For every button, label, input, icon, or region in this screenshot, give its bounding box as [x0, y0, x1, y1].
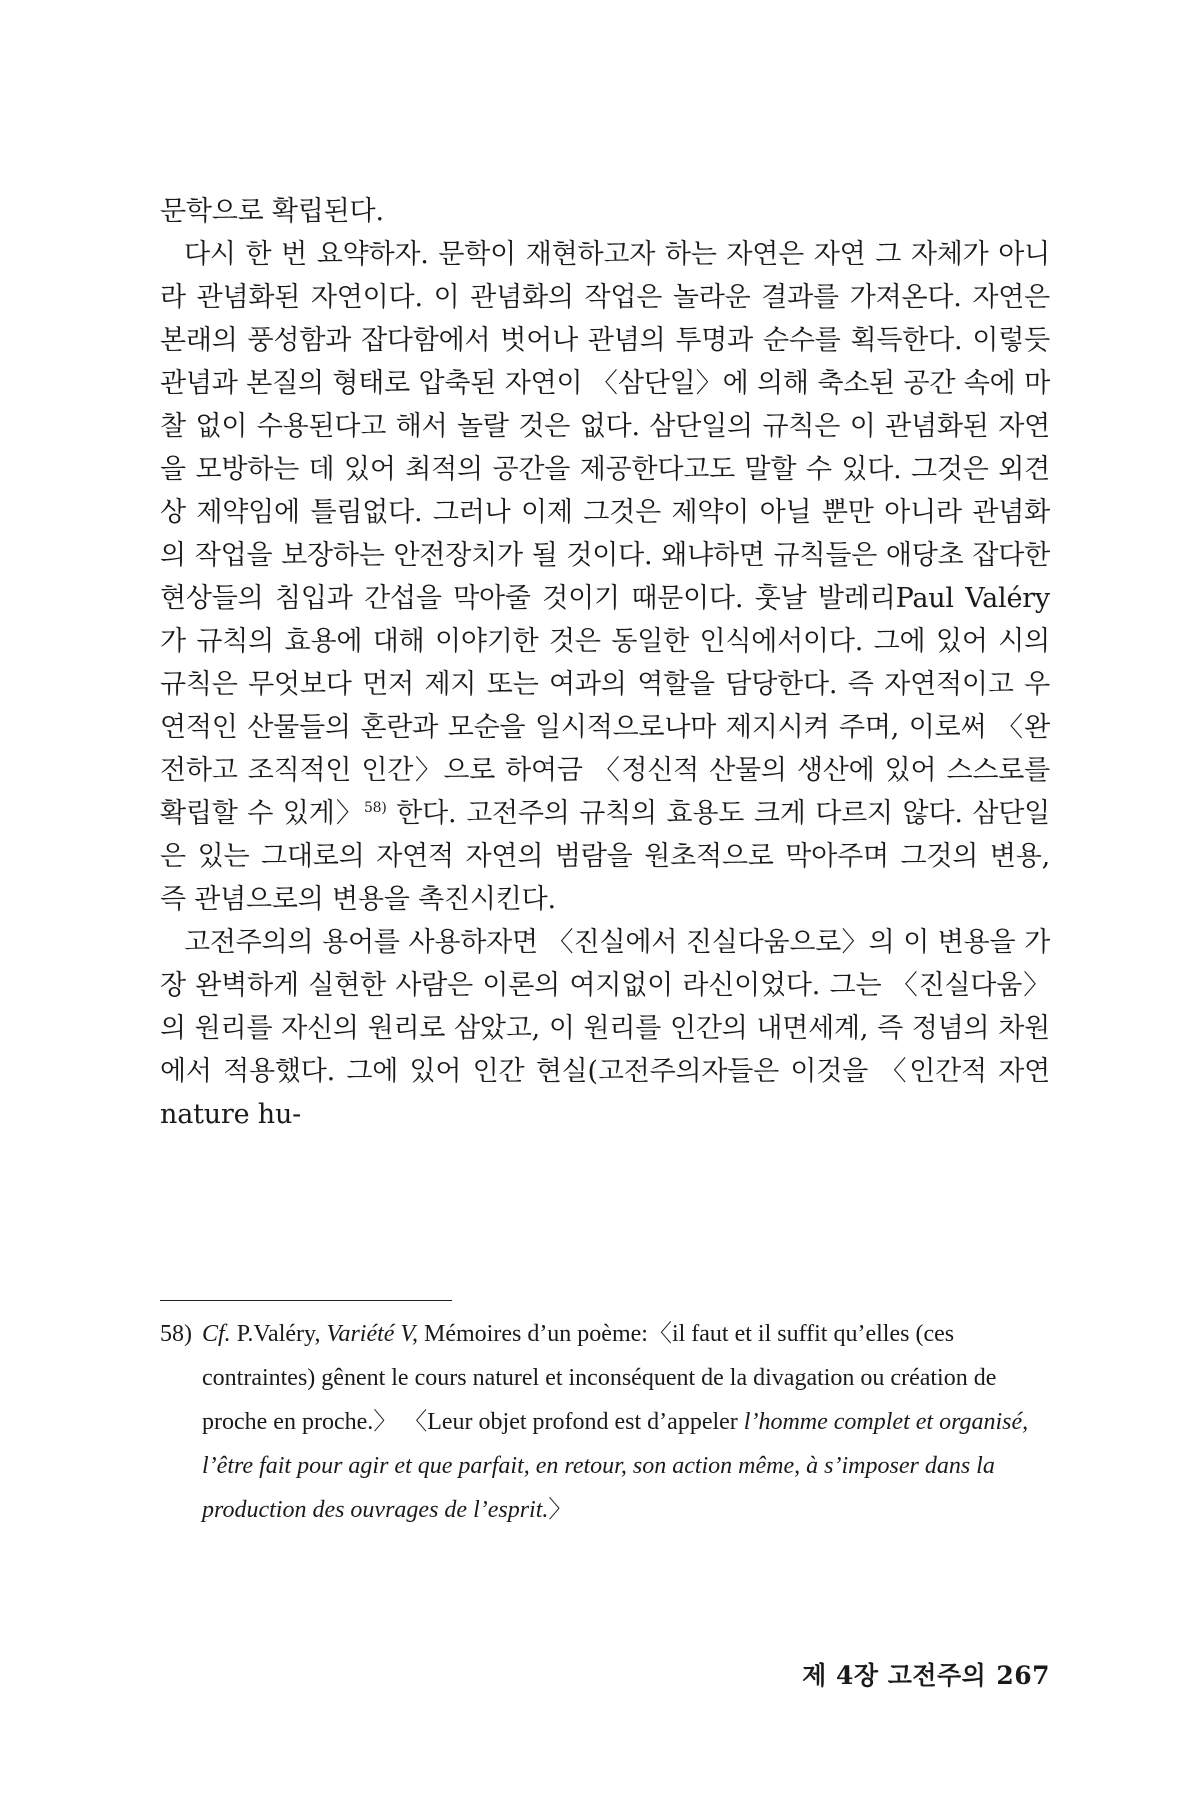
paragraph-racine: 고전주의의 용어를 사용하자면 〈진실에서 진실다움으로〉의 이 변용을 가장 완벽하게 실현한 사람은 이론의 여지없이 라신이었다. 그는 〈진실다움〉의 원리를 자신의 원리로 삼았고, 이 원리를 인간의 내면세계, 즉 정념의 차원에서 적용했다. 그에 있어 인간 현실(고전주의자들은 이것을 〈인간적 자연nature hu-: [160, 927, 1050, 1130]
body-text: [160, 190, 1050, 1136]
paragraph-summary: [160, 233, 1050, 921]
footnote-divider: [160, 1300, 452, 1301]
footnote-58: [160, 1312, 1050, 1532]
paragraph-summary-end: 한다. 고전주의 규칙의 효용도 크게 다르지 않다. 삼단일은 있는 그대로의 자연적 자연의 범람을 원초적으로 막아주며 그것의 변용, 즉 관념으로의 변용을 촉진시킨다.: [160, 798, 1050, 915]
paragraph-summary-text: 다시 한 번 요약하자. 문학이 재현하고자 하는 자연은 자연 그 자체가 아니라 관념화된 자연이다. 이 관념화의 작업은 놀라운 결과를 가져온다. 자연은 본래의 풍성함과 잡다함에서 벗어나 관념의 투명과 순수를 획득한다. 이렇듯 관념과 본질의 형태로 압축된 자연이 〈삼단일〉에 의해 축소된 공간 속에 마찰 없이 수용된다고 해서 놀랄 것은 없다. 삼단일의 규칙은 이 관념화된 자연을 모방하는 데 있어 최적의 공간을 제공한다고도 말할 수 있다. 그것은 외견상 제약임에 틀림없다. 그러나 이제 그것은 제약이 아닐 뿐만 아니라 관념화의 작업을 보장하는 안전장치가 될 것이다. 왜냐하면 규칙들은 애당초 잡다한 현상들의 침입과 간섭을 막아줄 것이기 때문이다. 훗날 발레리Paul Valéry가 규칙의 효용에 대해 이야기한 것은 동일한 인식에서이다. 그에 있어 시의 규칙은 무엇보다 먼저 제지 또는 여과의 역할을 담당한다. 즉 자연적이고 우연적인 산물들의 혼란과 모순을 일시적으로나마 제지시켜 주며, 이로써 〈완전하고 조직적인 인간〉으로 하여금 〈정신적 산물의 생산에 있어 스스로를 확립할 수 있게〉: [160, 239, 1050, 829]
page-body: [160, 190, 1050, 1136]
footnote-author: P.Valéry,: [230, 1321, 327, 1347]
page-number: 267: [996, 1661, 1050, 1690]
footnote-work-title: Variété V,: [326, 1321, 418, 1347]
footnote-italic-quote: l’homme complet et organisé, l’être fait pour agir et que parfait, en retour, son action même, à s’imposer dans la production des ouvrages de l’esprit.: [202, 1409, 1029, 1523]
footnote-cf: Cf.: [202, 1321, 231, 1347]
footnote-close: 〉: [548, 1497, 573, 1523]
footnote-text: [202, 1312, 1050, 1532]
footnote-number: 58): [160, 1321, 192, 1347]
footnote-quote-1: Mémoires d’un poème:〈il faut et il suffit qu’elles (ces contraintes) gênent le cours naturel et inconséquent de la divagation ou création de proche en proche.〉 〈Leur objet profond est d’appeler: [202, 1321, 997, 1435]
page-footer: [792, 1656, 1050, 1692]
footnote-reference: 58): [363, 800, 387, 816]
paragraph-continuation: 문학으로 확립된다.: [160, 196, 384, 227]
running-chapter-title: 제 4장 고전주의: [802, 1661, 987, 1690]
